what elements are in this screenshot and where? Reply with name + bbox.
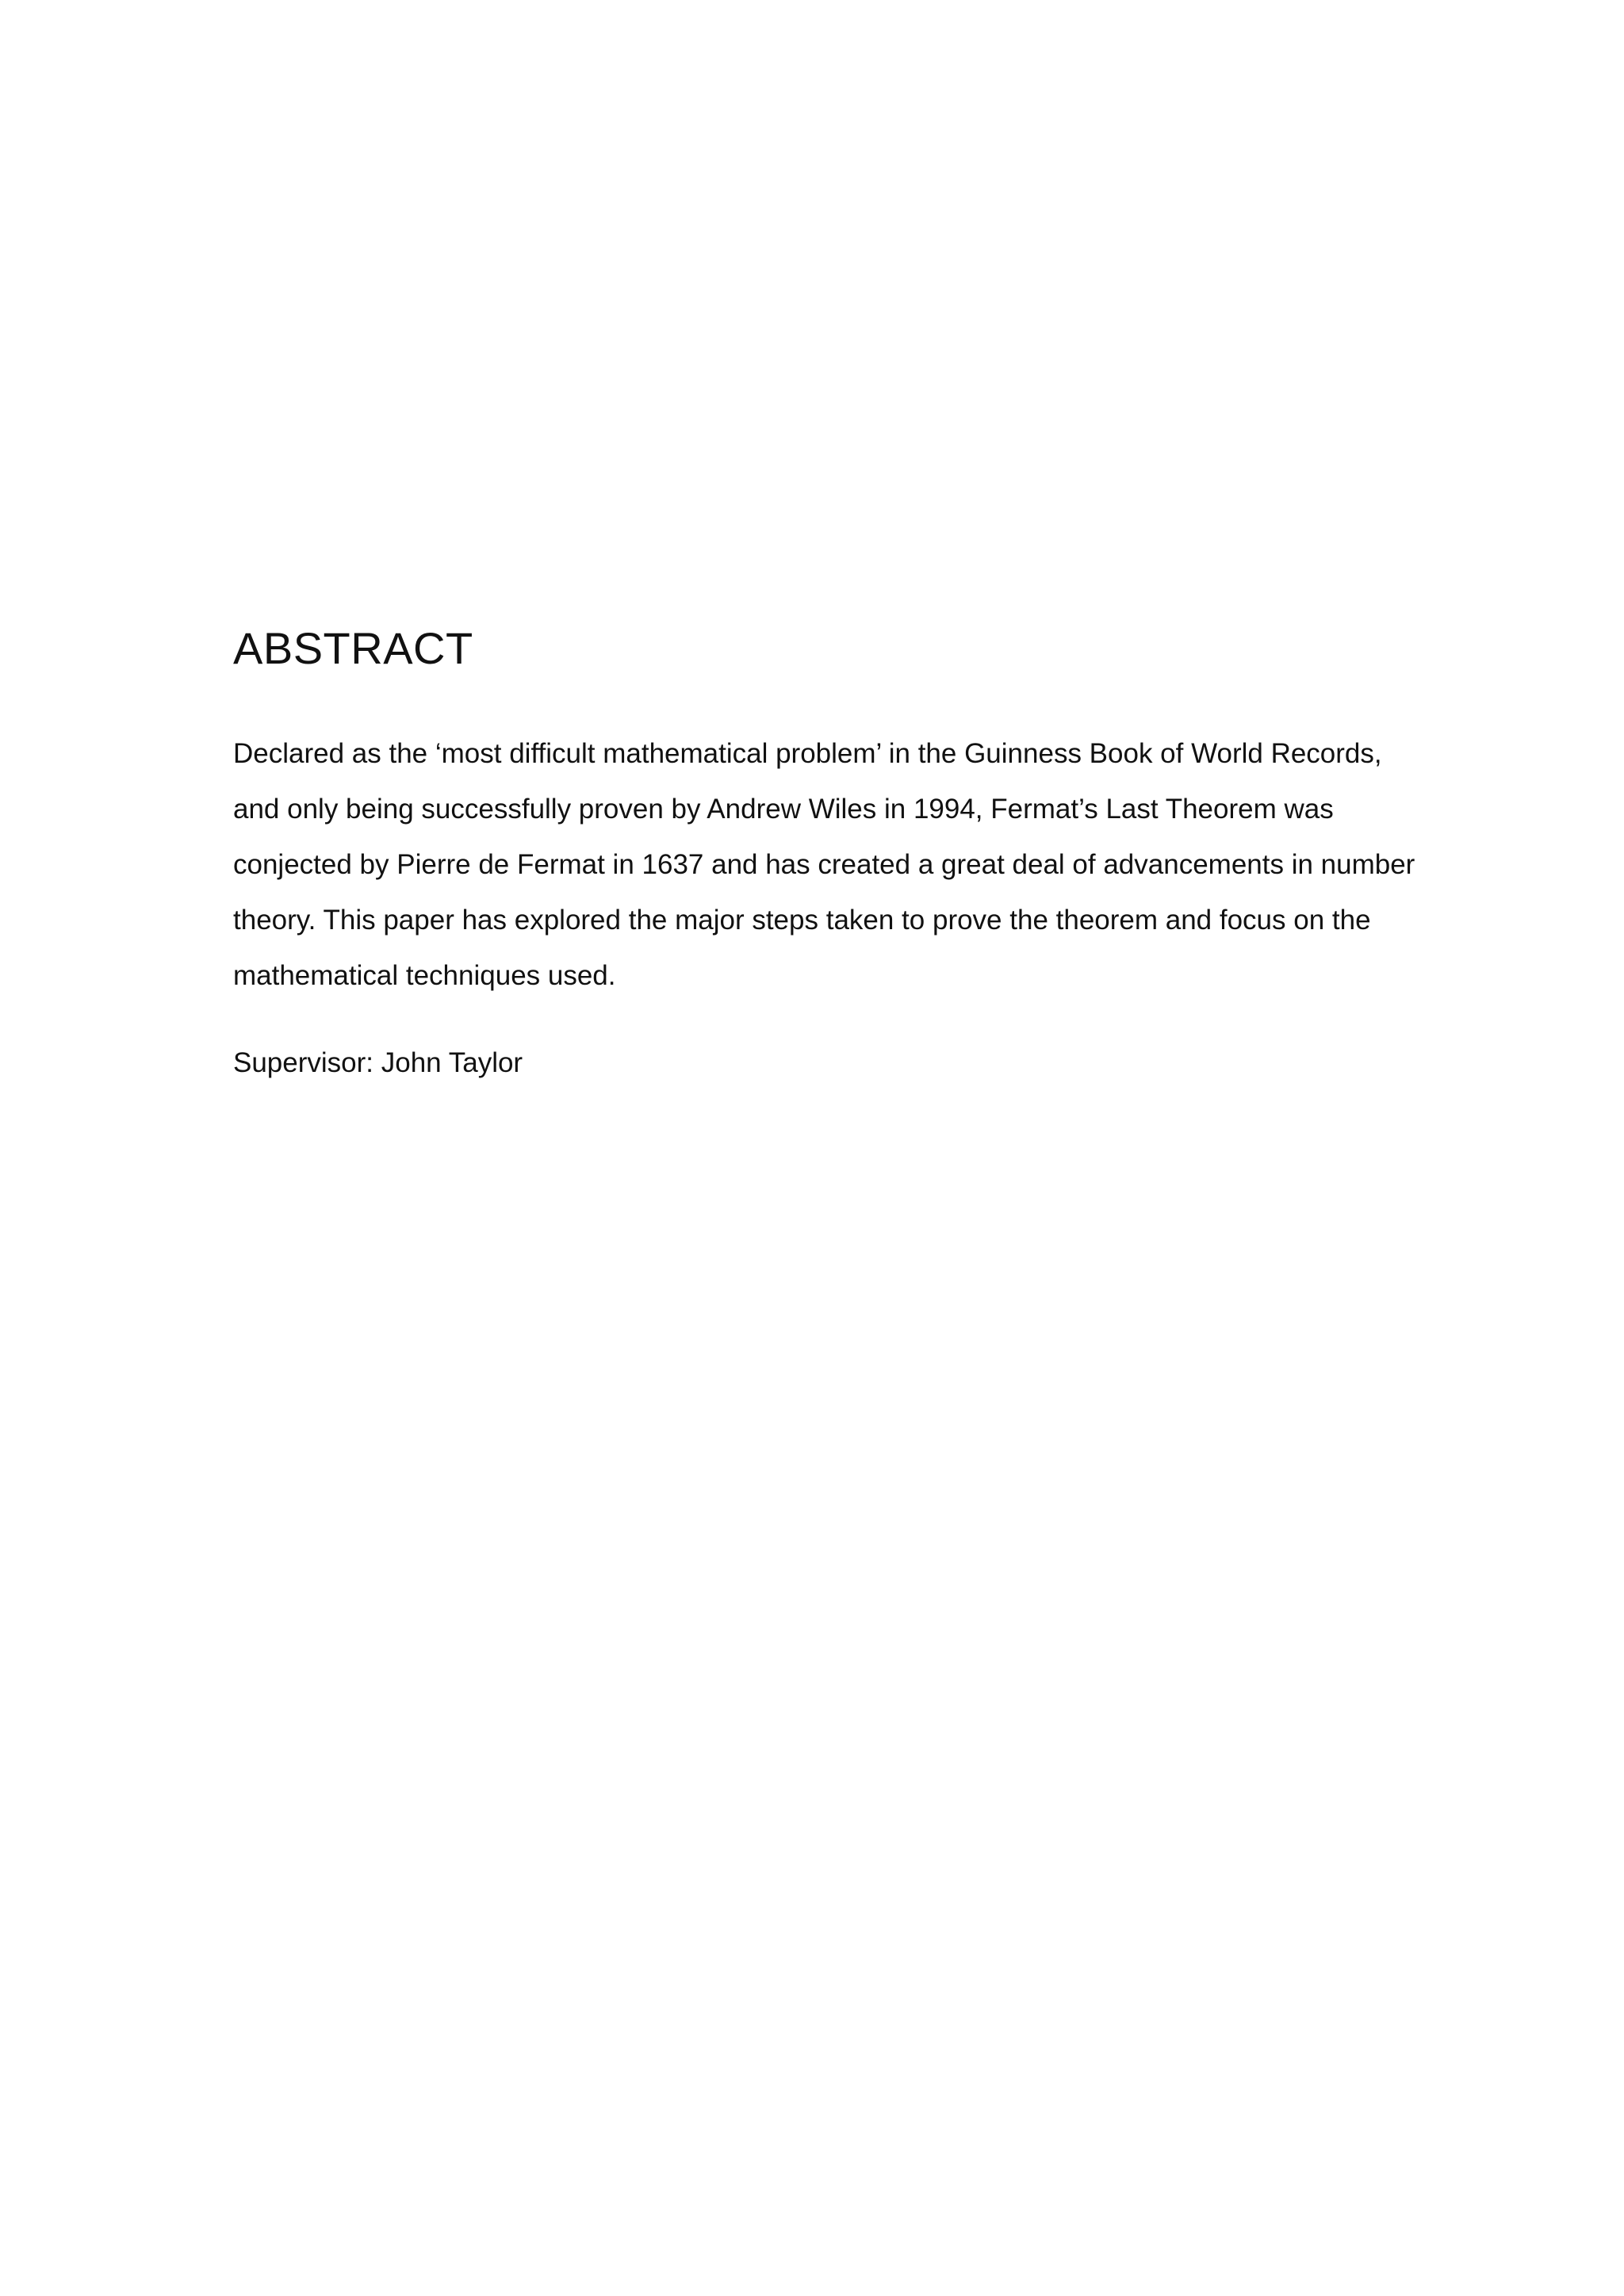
supervisor-line: Supervisor: John Taylor: [233, 1047, 523, 1078]
abstract-paragraph: Declared as the ‘most difficult mathematical problem’ in the Guinness Book of World Records, and only being successfully proven by Andrew Wiles in 1994, Fermat’s Last Theorem was conjected by Pierre de Fermat in 1637 and has created a great deal of advancements in number theory. This paper has explored the major steps taken to prove the theorem and focus on the mathematical techniques used.: [233, 738, 1415, 991]
abstract-heading: ABSTRACT: [233, 623, 473, 673]
abstract-section: [233, 618, 1423, 1091]
